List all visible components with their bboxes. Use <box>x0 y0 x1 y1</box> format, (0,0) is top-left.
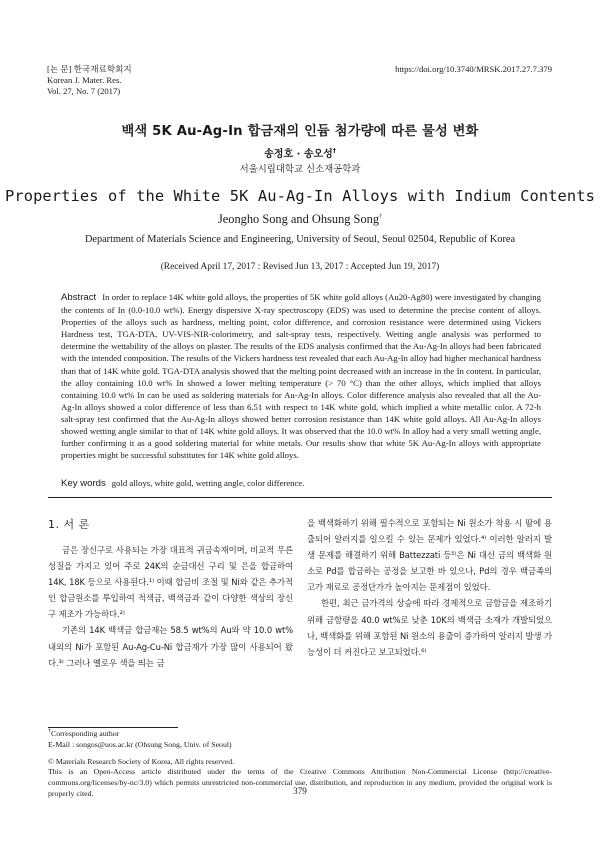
abstract <box>61 291 541 461</box>
corresponding-label: Corresponding author <box>51 729 120 738</box>
section-divider <box>48 497 552 498</box>
author-email: E-Mail : songos@uos.ac.kr (Ohsung Song, Univ. of Seoul) <box>48 739 232 749</box>
footnote-mark: † <box>48 728 51 735</box>
body-column-right <box>307 515 552 660</box>
page-number: 379 <box>293 786 307 796</box>
received-dates: (Received April 17, 2017 : Revised Jun 13, 2017 : Accepted Jun 19, 2017) <box>160 262 440 272</box>
copyright-notice: © Materials Research Society of Korea, All rights reserved. <box>48 756 235 766</box>
section-heading-introduction: 1. 서 론 <box>48 518 90 531</box>
title-korean: 백색 5K Au-Ag-In 합금재의 인듐 첨가량에 따른 물성 변화 <box>121 124 479 139</box>
title-english: Properties of the White 5K Au-Ag-In Alloys with Indium Contents <box>4 187 596 205</box>
authors-korean-names: 송정호 · 송오성 <box>264 149 333 160</box>
journal-name-en: Korean J. Mater. Res. <box>47 75 122 85</box>
affiliation-korean: 서울시립대학교 신소재공학과 <box>239 164 361 175</box>
authors-english-names: Jeongho Song and Ohsung Song <box>217 212 380 226</box>
footnote-divider <box>48 727 178 728</box>
authors-english <box>0 212 600 227</box>
authors-korean <box>0 145 600 160</box>
paragraph: 기존의 14K 백색금 합금재는 58.5 wt%의 Au와 약 10.0 wt% 내외의 Ni가 포함된 Au-Ag-Cu-Ni 합금재가 가장 많이 사용되어 왔다.³⁾ 그러나 옐로우 색을 띄는 금 <box>48 625 293 668</box>
license-notice: This is an Open-Access article distributed under the terms of the Creative Commons Attribution Non-Commercial License (http://creative-commons.org/licenses/by-nc/3.0) which permits unrestricted non-commercial use, distribution, and reproduction in any medium, provided the original work is properly cited. <box>48 767 552 798</box>
doi-link[interactable]: https://doi.org/10.3740/MRSK.2017.27.7.379 <box>395 64 552 74</box>
paragraph: 을 백색화하기 위해 필수적으로 포함되는 Ni 원소가 착용 시 땀에 용출되어 알러지를 일으킬 수 있는 문제가 있었다.⁴⁾ 이러한 알러지 발생 문제를 해결하기 위해 Battezzati 등⁵⁾은 Ni 대신 금의 백색화 원소로 Pd를 합금하는 공정을 보고한 바 있으나, Pd의 경우 백금족의 고가 재료로 공정단가가 높아지는 문제점이 있었다. <box>307 518 552 593</box>
affiliation-english: Department of Materials Science and Engineering, University of Seoul, Seoul 02504, Republic of Korea <box>84 234 516 245</box>
keywords-text: gold alloys, white gold, wetting angle, color difference. <box>111 478 305 488</box>
journal-volume: Vol. 27, No. 7 (2017) <box>47 86 121 96</box>
corresponding-author <box>48 729 552 740</box>
body-column-left <box>48 542 293 671</box>
paragraph: 한편, 최근 금가격의 상승에 따라 경제적으로 금함금을 제조하기 위해 금함량을 40.0 wt%로 낮춘 10K의 백색금 소재가 개발되었으나, 백색화를 위해 포함된 Ni 원소의 용출이 증가하여 알러지 발생 가능성이 더 커진다고 보고되었다.⁶⁾ <box>307 598 552 657</box>
abstract-label: Abstract <box>61 292 97 303</box>
keywords <box>61 478 541 489</box>
paragraph: 금은 장신구로 사용되는 가장 대표적 귀금속재이며, 비교적 무른 성질을 가지고 있어 주로 24K의 순금대신 구리 및 은을 합금하여 14K, 18K 등으로 사용된다.¹⁾ 이때 합금비 조절 및 Ni와 같은 추가적인 합금원소를 투입하여 적색금, 백색금과 같이 다양한 색상의 장신구 제조가 가능하다.²⁾ <box>48 545 293 620</box>
keywords-label: Key words <box>61 478 106 489</box>
corresponding-mark-en: † <box>379 213 383 220</box>
corresponding-mark: † <box>332 147 336 155</box>
journal-name-ko: [논 문] 한국재료학회지 <box>47 64 132 74</box>
abstract-text: In order to replace 14K white gold alloys, the properties of 5K white gold alloys (Au20-Ag80) were investigated by changing the contents of In (0.0-10.0 wt%). Energy dispersive X-ray spectroscopy (EDS) was used to determine the precise content of alloys. Properties of the alloys such as hardness, melting point, color difference, and corrosion resistance were determined using Vickers Hardness test, TGA-DTA, UV-VIS-NIR-colorimetry, and salt-spray tests, respectively. Wetting angle analysis was performed to determine the wettability of the alloys on plaster. The results of the EDS analysis confirmed that the Au-Ag-In alloys had been fabricated with the intended composition. The results of the Vickers hardness test revealed that each Au-Ag-In alloy had higher mechanical hardness than that of 14K white gold. TGA-DTA analysis showed that the melting point decreased with an increase in the In content. In particular, the alloy containing 10.0 wt% In showed a lower melting temperature (> 70 °C) than the other alloys, which implied that alloys containing 10.0 wt% In can be used as soldering materials for Au-Ag-In alloys. Color difference analysis also revealed that all the Au-Ag-In alloys showed a color difference of less than 6.51 with respect to 14K white gold, which implied a white metallic color. A 72-h salt-spray test confirmed that the Au-Ag-In alloys showed better corrosion resistance than 14K white gold alloys. All Au-Ag-In alloys showed wetting angle similar to that of 14K white gold alloys. It was observed that the 10.0 wt% In alloy had a very small wetting angle, further confirming it as a good soldering material for white metals. Our results show that white 5K Au-Ag-In alloys with appropriate properties might be successful substitutes for 14K white gold alloys. <box>61 292 541 461</box>
journal-header <box>47 64 247 97</box>
